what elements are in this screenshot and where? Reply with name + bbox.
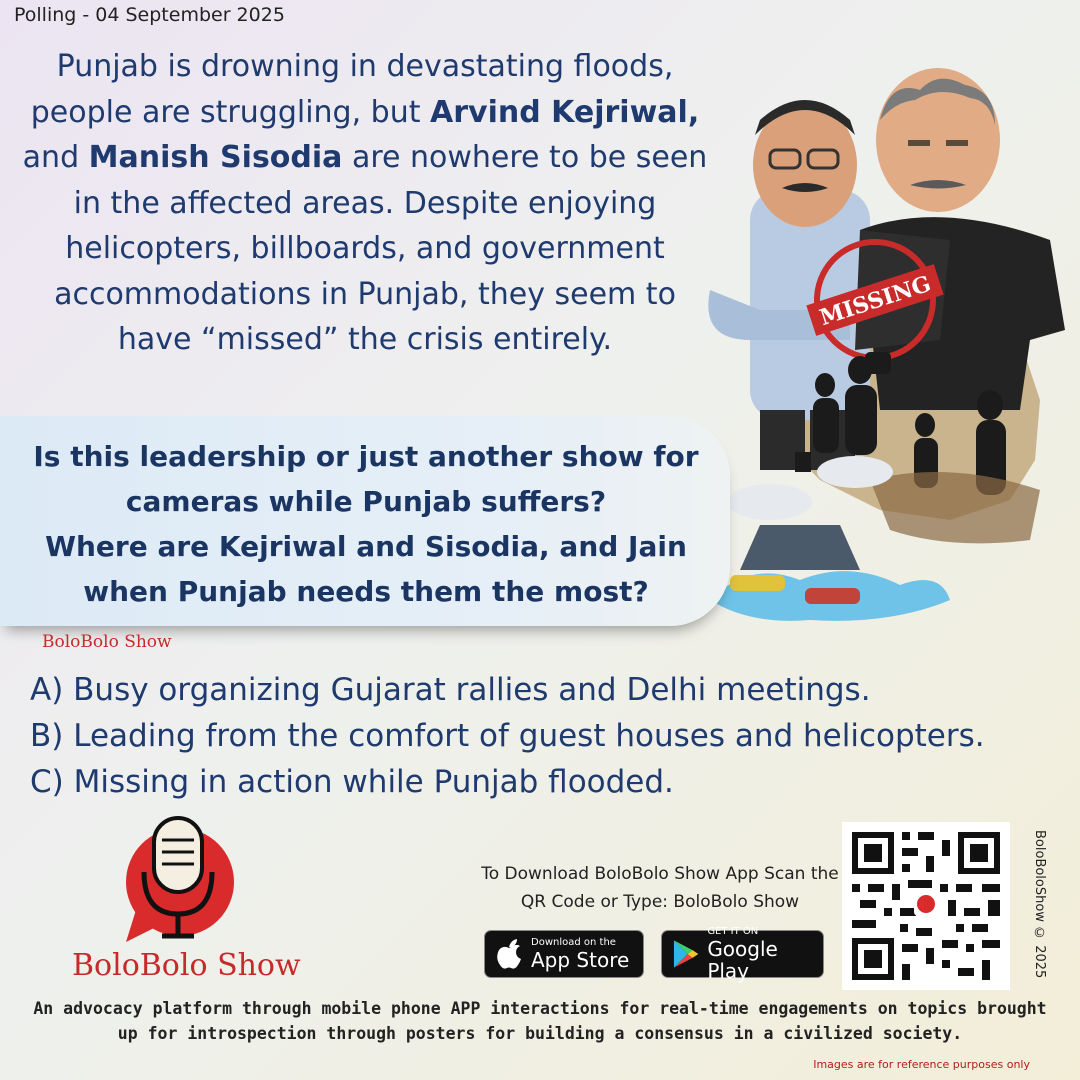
poll-option-b[interactable]: B) Leading from the comfort of guest houses and helicopters.	[30, 718, 985, 754]
download-instructions: To Download BoloBolo Show App Scan the QR Code or Type: BoloBolo Show	[481, 864, 839, 912]
cloud	[728, 484, 812, 520]
app-store-small-text: Download on the	[531, 937, 616, 948]
submerged-car	[805, 588, 860, 604]
name-sisodia: Manish Sisodia	[88, 140, 343, 175]
app-store-button[interactable]	[484, 930, 644, 978]
question-line-1: Is this leadership or just another show for cameras while Punjab suffers?	[33, 440, 699, 518]
brand-name: BoloBolo Show	[72, 948, 301, 983]
app-store-big-text: App Store	[531, 948, 630, 972]
intro-text	[20, 44, 710, 363]
poll-option-c[interactable]: C) Missing in action while Punjab flooded.	[30, 764, 674, 800]
intro-part-3: are nowhere to be seen in the affected areas. Despite enjoying helicopters, billboards, and government accommodations in Punjab, they seem to have “missed” the crisis entirely.	[54, 140, 708, 357]
cloud	[817, 456, 893, 488]
flooded-house	[740, 525, 860, 570]
intro-part-2: and	[22, 140, 89, 175]
apple-icon	[495, 938, 523, 970]
copyright-text: BoloBoloShow © 2025	[1032, 830, 1047, 979]
poll-question	[16, 434, 716, 614]
poll-option-a[interactable]: A) Busy organizing Gujarat rallies and Delhi meetings.	[30, 672, 871, 708]
name-kejriwal: Arvind Kejriwal,	[430, 94, 700, 130]
poll-date: Polling - 04 September 2025	[14, 4, 285, 26]
submerged-car	[730, 575, 785, 591]
footer-description: An advocacy platform through mobile phone APP interactions for real-time engagements on topics brought up for introspection through posters for building a consensus in a civilized society.	[33, 999, 1047, 1043]
google-play-icon	[672, 938, 699, 970]
politicians-flood-illustration	[690, 40, 1080, 630]
question-line-2: Where are Kejriwal and Sisodia, and Jain when Punjab needs them the most?	[45, 530, 687, 608]
microphone-logo-icon	[118, 810, 238, 950]
qr-code-icon[interactable]	[842, 822, 1010, 990]
google-play-small-text: GET IT ON	[707, 926, 759, 937]
google-play-button[interactable]	[661, 926, 824, 983]
muddy-water	[870, 472, 1040, 543]
intro-part-1: Punjab is drowning in devastating floods, people are struggling, but	[30, 49, 674, 130]
missing-stamp-text: MISSING	[816, 270, 935, 332]
watermark-brand: BoloBolo Show	[42, 632, 172, 652]
image-disclaimer: Images are for reference purposes only	[813, 1058, 1030, 1071]
google-play-big-text: Google Play	[707, 937, 778, 983]
